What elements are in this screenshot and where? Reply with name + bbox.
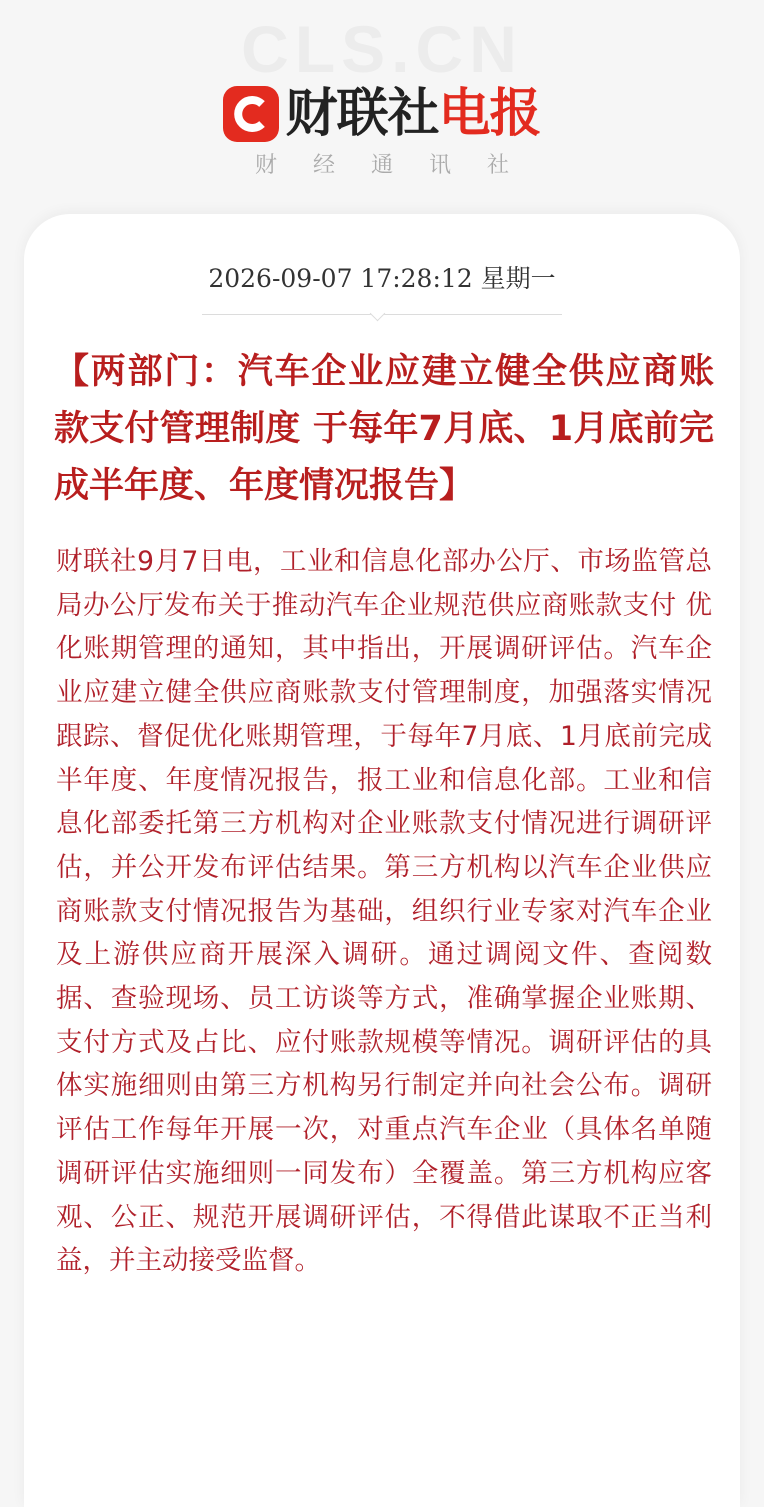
brand-logo	[0, 84, 764, 144]
tagline: 财经通讯社	[254, 153, 545, 178]
brand-name: 财联社	[285, 84, 439, 144]
article-headline: 【两部门：汽车企业应建立健全供应商账款支付管理制度 于每年7月底、1月底前完成半年度、年度情况报告】	[54, 352, 714, 506]
article-body: 财联社9月7日电，工业和信息化部办公厅、市场监管总局办公厅发布关于推动汽车企业规范供应商账款支付 优化账期管理的通知，其中指出，开展调研评估。汽车企业应建立健全供应商账款支付管理制度，加强落实情况跟踪、督促优化账期管理，于每年7月底、1月底前完成半年度、年度情况报告，报工业和信息化部。工业和信息化部委托第三方机构对企业账款支付情况进行调研评估，并公开发布评估结果。第三方机构以汽车企业供应商账款支付情况报告为基础，组织行业专家对汽车企业及上游供应商开展深入调研。通过调阅文件、查阅数据、查验现场、员工访谈等方式，准确掌握企业账期、支付方式及占比、应付账款规模等情况。调研评估的具体实施细则由第三方机构另行制定并向社会公布。调研评估工作每年开展一次，对重点汽车企业（具体名单随调研评估实施细则一同发布）全覆盖。第三方机构应客观、公正、规范开展调研评估，不得借此谋取不正当利益，并主动接受监督。	[56, 546, 712, 1277]
article-datetime: 2026-09-07 17:28:12 星期一	[208, 264, 556, 293]
brand-suffix: 电报	[438, 84, 541, 144]
watermark: CLS.CN	[241, 12, 523, 86]
c-letter-icon	[223, 86, 279, 142]
